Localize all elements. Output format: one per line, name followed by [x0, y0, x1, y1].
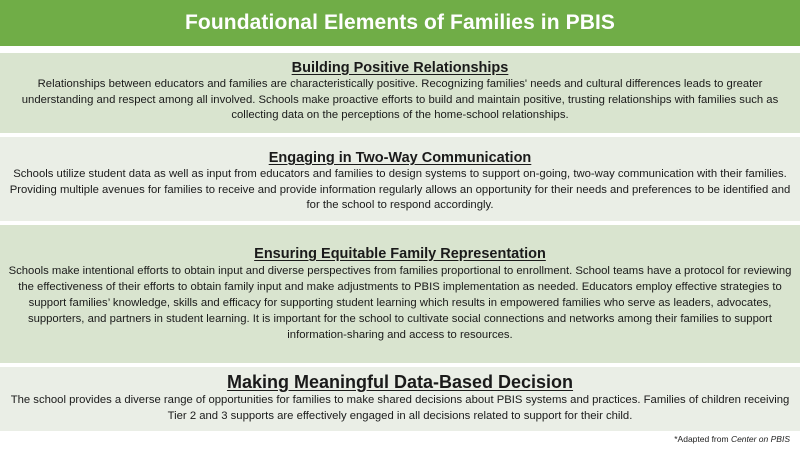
- section-building-positive-relationships: [0, 53, 800, 133]
- section-data-based-decision: [0, 367, 800, 431]
- section-equitable-family-representation: [0, 225, 800, 363]
- footnote-source: Center on PBIS: [730, 434, 790, 444]
- section-body: Relationships between educators and families are characteristically positive. Recognizing families' needs and cultural differences leads to greater understanding and respect among all involved. Schools make proactive efforts to build and maintain positive, trusting relationships with families such as collecting data on the perceptions of the home-school relationships.: [21, 78, 779, 121]
- section-body: Schools make intentional efforts to obtain input and diverse perspectives from families proportional to enrollment. School teams have a protocol for reviewing the effectiveness of their efforts to obtain family input and make adjustments to PBIS implementation as needed. Educators employ effective strategies to support families’ knowledge, skills and efficacy for supporting student learning which results in empowered families who serve as leaders, advocates, supporters, and partners in student learning. It is important for the school to cultivate social connections and networks among their families to support information-sharing and access to resources.: [8, 265, 792, 341]
- section-heading: Building Positive Relationships: [291, 60, 509, 76]
- section-body: Schools utilize student data as well as input from educators and families to design systems to support on-going, two-way communication with their families. Providing multiple avenues for families to receive and provide information regularly allows an opportunity for their needs and preferences to be identified and for the school to respond accordingly.: [9, 168, 791, 211]
- section-two-way-communication: [0, 137, 800, 221]
- section-heading: Engaging in Two-Way Communication: [268, 150, 532, 166]
- section-heading: Making Meaningful Data-Based Decision: [226, 372, 574, 392]
- section-heading: Ensuring Equitable Family Representation: [254, 246, 546, 262]
- page-title: Foundational Elements of Families in PBIS: [185, 11, 615, 34]
- source-footnote: [674, 434, 790, 444]
- title-banner: [0, 0, 800, 46]
- section-body: The school provides a diverse range of opportunities for families to make shared decisions about PBIS systems and practices. Families of children receiving Tier 2 and 3 supports are effectively engaged in all decisions related to support for their child.: [10, 394, 790, 422]
- footnote-prefix: *Adapted from: [674, 434, 731, 444]
